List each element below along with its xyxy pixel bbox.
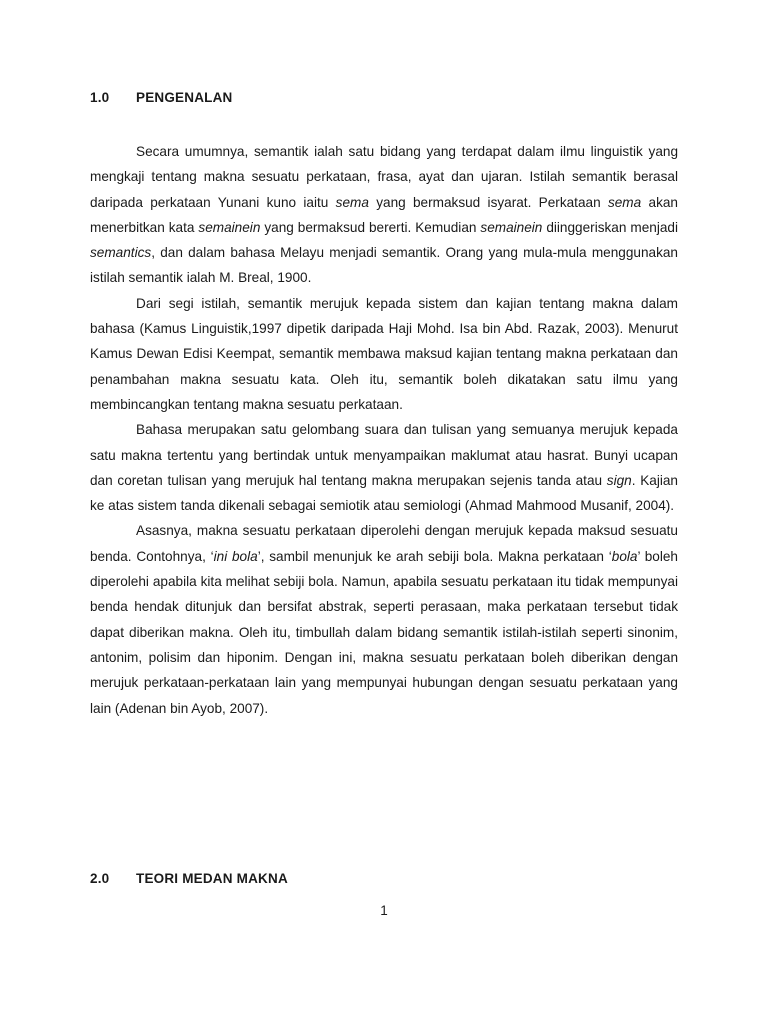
section-title: PENGENALAN — [136, 90, 233, 105]
text-segment: diinggeriskan menjadi — [542, 219, 678, 235]
italic-term: sema — [335, 194, 369, 210]
section-heading-teori-medan-makna — [90, 871, 288, 886]
section-title: TEORI MEDAN MAKNA — [136, 871, 288, 886]
text-segment: Bahasa merupakan satu gelombang suara dan tulisan yang semuanya merujuk kepada satu makna tertentu yang bertindak untuk menyampaikan maklumat atau hasrat. Bunyi ucapan dan coretan tulisan yang merujuk hal tentang makna merupakan sejenis tanda atau — [90, 422, 678, 488]
text-segment: yang bermaksud isyarat. Perkataan — [368, 194, 608, 210]
body-paragraph — [90, 139, 678, 291]
body-paragraph — [90, 518, 678, 720]
italic-term: bola — [611, 548, 638, 564]
body-paragraph — [90, 417, 678, 518]
section-heading-pengenalan — [90, 90, 233, 105]
text-segment: ’, sambil menunjuk ke arah sebiji bola. Makna perkataan ‘ — [257, 548, 612, 564]
text-segment: , dan dalam bahasa Melayu menjadi semantik. Orang yang mula-mula menggunakan istilah semantik ialah M. Breal, 1900. — [90, 245, 678, 286]
body-text — [90, 139, 678, 721]
italic-term: semainein — [198, 219, 261, 235]
body-paragraph — [90, 291, 678, 417]
italic-term: semainein — [480, 219, 543, 235]
text-segment: Dari segi istilah, semantik merujuk kepada sistem dan kajian tentang makna dalam bahasa (Kamus Linguistik,1997 dipetik daripada Haji Mohd. Isa bin Abd. Razak, 2003). Menurut Kamus Dewan Edisi Keempat, semantik membawa maksud kajian tentang makna perkataan dan penambahan makna sesuatu kata. Oleh itu, semantik boleh dikatakan satu ilmu yang membincangkan tentang makna sesuatu perkataan. — [90, 295, 678, 412]
text-segment: ’ boleh diperolehi apabila kita melihat sebiji bola. Namun, apabila sesuatu perkataan itu tidak mempunyai benda hendak ditunjuk dan bersifat abstrak, seperti perasaan, maka perkataan tersebut tidak dapat diberikan makna. Oleh itu, timbullah dalam bidang semantik istilah-istilah seperti sinonim, antonim, polisim dan hiponim. Dengan ini, makna sesuatu perkataan boleh diberikan dengan merujuk perkataan-perkataan lain yang mempunyai hubungan dengan sesuatu perkataan yang lain (Adenan bin Ayob, 2007). — [90, 548, 678, 716]
italic-term: ini bola — [213, 548, 258, 564]
section-number: 2.0 — [90, 871, 110, 886]
italic-term: semantics — [90, 245, 152, 261]
section-number: 1.0 — [90, 90, 110, 105]
text-segment: . Kajian ke atas sistem tanda dikenali sebagai semiotik atau semiologi (Ahmad Mahmood Musanif, 2004). — [90, 472, 678, 514]
text-segment: yang bermaksud bererti. Kemudian — [260, 219, 481, 235]
text-segment: Asasnya, makna sesuatu perkataan diperolehi dengan merujuk kepada maksud sesuatu benda. Contohnya, ‘ — [90, 523, 678, 564]
page-number: 1 — [380, 903, 388, 918]
italic-term: sema — [607, 194, 642, 210]
text-segment: Secara umumnya, semantik ialah satu bidang yang terdapat dalam ilmu linguistik yang mengkaji tentang makna sesuatu perkataan, frasa, ayat dan ujaran. Istilah semantik berasal daripada perkataan Yunani kuno iaitu — [90, 144, 678, 210]
text-segment: akan menerbitkan kata — [90, 194, 678, 235]
italic-term: sign — [606, 472, 632, 488]
